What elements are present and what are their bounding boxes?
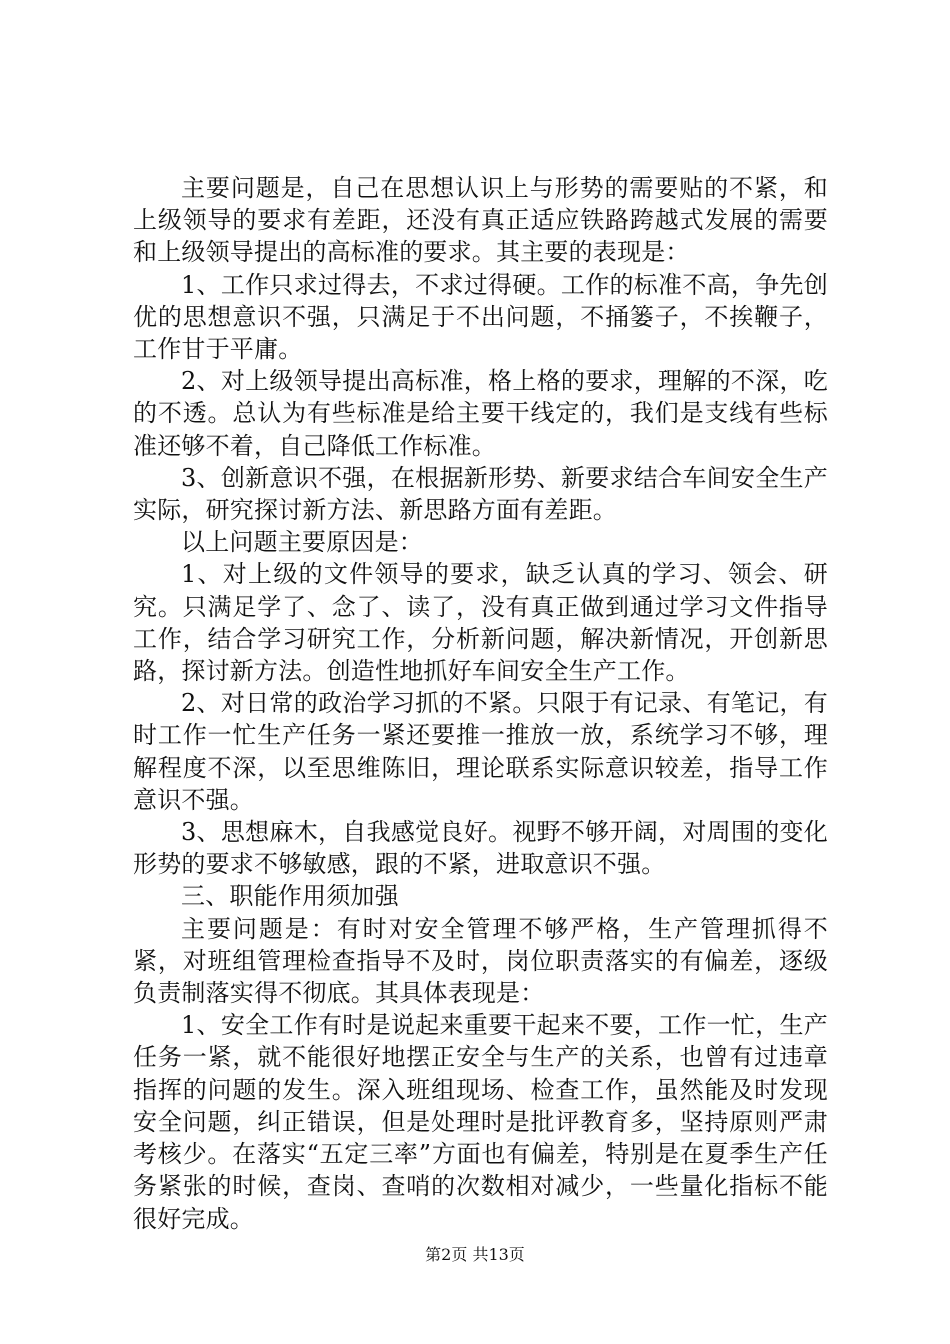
paragraph: 主要问题是：有时对安全管理不够严格，生产管理抓得不紧，对班组管理检查指导不及时，岗位职责落实的有偏差，逐级负责制落实得不彻底。其具体表现是： <box>133 914 828 1008</box>
page-number-footer: 第2页 共13页 <box>425 1245 525 1264</box>
document-body <box>133 172 828 1235</box>
paragraph: 3、思想麻木，自我感觉良好。视野不够开阔，对周围的变化形势的要求不够敏感，跟的不紧，进取意识不强。 <box>133 818 828 879</box>
paragraph: 以上问题主要原因是： <box>181 528 423 557</box>
paragraph: 2、对日常的政治学习抓的不紧。只限于有记录、有笔记，有时工作一忙生产任务一紧还要推一推放一放，系统学习不够，理解程度不深，以至思维陈旧，理论联系实际意识较差，指导工作意识不强。 <box>133 689 828 814</box>
paragraph: 3、创新意识不强，在根据新形势、新要求结合车间安全生产实际，研究探讨新方法、新思路方面有差距。 <box>133 463 828 525</box>
paragraph: 1、安全工作有时是说起来重要干起来不要，工作一忙，生产任务一紧，就不能很好地摆正安全与生产的关系，也曾有过违章指挥的问题的发生。深入班组现场、检查工作，虽然能及时发现安全问题，纠正错误，但是处理时是批评教育多，坚持原则严肃考核少。在落实“五定三率”方面也有偏差，特别是在夏季生产任务紧张的时候，查岗、查哨的次数相对减少，一些量化指标不能很好完成。 <box>133 1011 828 1233</box>
paragraph: 2、对上级领导提出高标准，格上格的要求，理解的不深，吃的不透。总认为有些标准是给主要干线定的，我们是支线有些标准还够不着，自己降低工作标准。 <box>133 367 828 460</box>
paragraph: 1、对上级的文件领导的要求，缺乏认真的学习、领会、研究。只满足学了、念了、读了，没有真正做到通过学习文件指导工作，结合学习研究工作，分析新问题，解决新情况，开创新思路，探讨新方法。创造性地抓好车间安全生产工作。 <box>133 560 828 686</box>
paragraph: 1、工作只求过得去，不求过得硬。工作的标准不高，争先创优的思想意识不强，只满足于不出问题，不捅篓子，不挨鞭子，工作甘于平庸。 <box>133 270 828 364</box>
section-heading: 三、职能作用须加强 <box>181 882 399 911</box>
paragraph: 主要问题是，自己在思想认识上与形势的需要贴的不紧，和上级领导的要求有差距，还没有真正适应铁路跨越式发展的需要和上级领导提出的高标准的要求。其主要的表现是： <box>133 174 828 267</box>
